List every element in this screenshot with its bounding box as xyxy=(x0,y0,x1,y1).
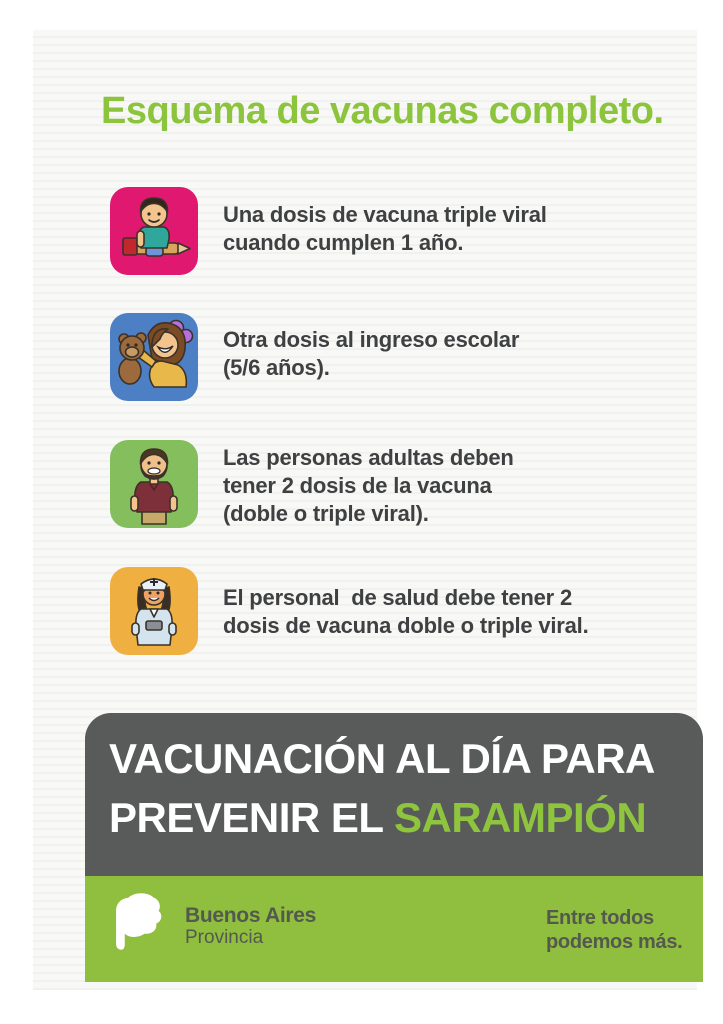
schedule-item-2-line-1: Otra dosis al ingreso escolar xyxy=(223,327,520,352)
campaign-banner xyxy=(85,713,703,876)
nurse-icon xyxy=(110,567,198,655)
girl-with-teddy-icon xyxy=(110,313,198,401)
footer xyxy=(85,876,703,982)
buenos-aires-provincia-logo xyxy=(103,888,165,970)
slogan-line-1: Entre todos xyxy=(546,907,654,929)
org-subtitle: Provincia xyxy=(185,927,264,948)
schedule-item-4-line-1: El personal de salud debe tener 2 xyxy=(223,585,572,610)
banner-line-2-prefix: PREVENIR EL xyxy=(109,794,394,841)
toddler-with-crayon-icon xyxy=(110,187,198,275)
campaign-banner-text xyxy=(109,729,655,847)
banner-line-2-highlight: SARAMPIÓN xyxy=(393,794,647,841)
girl-with-teddy-icon xyxy=(110,313,198,401)
banner-line-1: VACUNACIÓN AL DÍA PARA xyxy=(109,735,655,782)
toddler-with-crayon-icon xyxy=(110,187,198,275)
schedule-item-3-text xyxy=(223,444,703,528)
schedule-item-2-text xyxy=(223,326,703,382)
schedule-item-4-text xyxy=(223,584,703,640)
schedule-item-4-line-2: dosis de vacuna doble o triple viral. xyxy=(223,613,589,638)
schedule-item-2-line-2: (5/6 años). xyxy=(223,355,330,380)
schedule-item-3-line-3: (doble o triple viral). xyxy=(223,501,429,526)
schedule-item-3-line-1: Las personas adultas deben xyxy=(223,445,514,470)
nurse-icon xyxy=(110,567,198,655)
poster-sheet xyxy=(33,30,697,990)
schedule-item-1-line-1: Una dosis de vacuna triple viral xyxy=(223,202,547,227)
adult-man-icon xyxy=(110,440,198,528)
schedule-item-1-text xyxy=(223,201,703,257)
adult-man-icon xyxy=(110,440,198,528)
schedule-item-3-line-2: tener 2 dosis de la vacuna xyxy=(223,473,492,498)
slogan-block xyxy=(546,906,682,954)
slogan-line-2: podemos más. xyxy=(546,931,683,953)
org-name: Buenos Aires xyxy=(185,904,316,927)
page-title: Esquema de vacunas completo. xyxy=(101,90,664,132)
schedule-item-1-line-2: cuando cumplen 1 año. xyxy=(223,230,464,255)
banner-line-2 xyxy=(109,788,655,847)
org-block xyxy=(185,904,316,949)
